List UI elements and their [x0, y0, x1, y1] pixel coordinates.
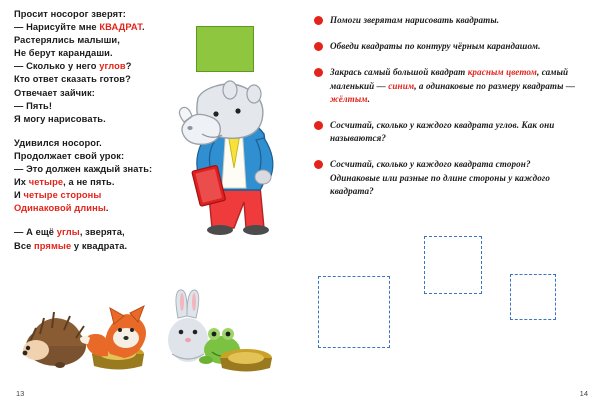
bullet-icon — [314, 160, 323, 169]
keyword-chetyre-storony: четыре стороны — [23, 190, 102, 201]
poem-line: Я могу нарисовать. — [14, 113, 106, 124]
poem-stanza-3 — [14, 226, 184, 252]
keyword-pryamye: прямые — [34, 240, 72, 251]
list-item — [314, 66, 590, 106]
tree-stump-2 — [220, 349, 272, 372]
animals-illustration — [14, 262, 288, 372]
poem-text — [14, 8, 184, 253]
small-dashed-square[interactable] — [510, 274, 556, 320]
list-item — [314, 14, 590, 27]
animals-svg — [14, 262, 288, 372]
poem-line: — Пять! — [14, 100, 53, 111]
poem-line: Их четыре, а не пять. — [14, 177, 115, 188]
poem-line: Одинаковой длины. — [14, 203, 109, 214]
task-text: Закрась самый большой квадрат красным цветом, самый маленький — синим, а одинаковые по размеру квадраты — жёлтым. — [330, 67, 576, 104]
list-item — [314, 40, 590, 53]
bullet-icon — [314, 121, 323, 130]
hedgehog-figure — [23, 312, 86, 368]
keyword-chetyre: четыре — [28, 177, 64, 188]
rhino-svg — [168, 78, 296, 246]
dashed-squares-area — [316, 230, 592, 366]
keyword-kvadrat: КВАДРАТ — [99, 22, 142, 33]
bullet-icon — [314, 16, 323, 25]
page-number-right: 14 — [579, 389, 588, 398]
medium-dashed-square[interactable] — [424, 236, 482, 294]
poem-line: И четыре стороны — [14, 190, 102, 201]
rhino-teacher-illustration — [168, 78, 296, 246]
poem-line: Отвечает зайчик: — [14, 87, 95, 98]
task-text: Сосчитай, сколько у каждого квадрата сторон? Одинаковые или разные по длине стороны у каждого квадрата? — [330, 159, 550, 196]
keyword-uglov: углов — [99, 61, 126, 72]
poem-line: — А ещё углы, зверята, — [14, 227, 125, 238]
keyword-ugly: углы — [56, 227, 80, 238]
task-text: Сосчитай, сколько у каждого квадрата углов. Как они называются? — [330, 120, 555, 144]
green-square-sample — [196, 26, 254, 72]
bullet-icon — [314, 68, 323, 77]
poem-line: Просит носорог зверят: — [14, 9, 126, 19]
fox-figure — [80, 306, 146, 358]
poem-line: — Нарисуйте мне КВАДРАТ. — [14, 22, 145, 33]
page-number-left: 13 — [16, 389, 25, 398]
poem-line: — Это должен каждый знать: — [14, 164, 153, 175]
task-text: Обведи квадраты по контуру чёрным карандашом. — [330, 41, 541, 52]
poem-stanza-1 — [14, 8, 184, 126]
poem-line: Продолжает свой урок: — [14, 150, 125, 161]
rabbit-figure — [168, 290, 208, 362]
poem-line: Растерялись малыши, — [14, 35, 120, 46]
highlight-sinim: синим — [388, 80, 415, 91]
bullet-icon — [314, 42, 323, 51]
large-dashed-square[interactable] — [318, 276, 390, 348]
poem-line: — Сколько у него углов? — [14, 61, 132, 72]
highlight-krasnym: красным цветом — [467, 67, 537, 78]
poem-line: Кто ответ сказать готов? — [14, 74, 131, 85]
keyword-odinakovoy-dliny: Одинаковой длины — [14, 203, 106, 214]
right-page — [302, 0, 604, 410]
highlight-zheltym: жёлтым — [330, 93, 368, 104]
poem-line: Не берут карандаши. — [14, 48, 113, 59]
list-item — [314, 119, 590, 145]
poem-stanza-2 — [14, 137, 184, 216]
task-text: Помоги зверятам нарисовать квадраты. — [330, 15, 500, 25]
task-list — [312, 14, 590, 198]
poem-line: Все прямые у квадрата. — [14, 240, 128, 251]
poem-line: Удивился носорог. — [14, 137, 102, 148]
list-item — [314, 158, 590, 198]
